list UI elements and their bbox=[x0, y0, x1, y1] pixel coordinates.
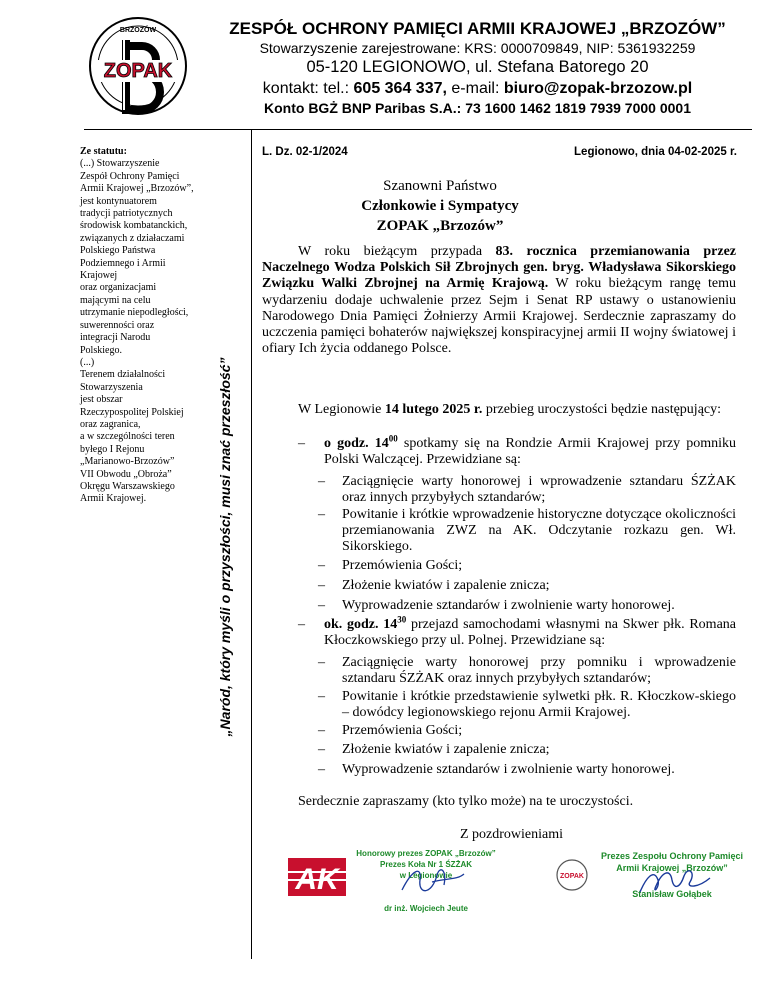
dash-bullet: – bbox=[318, 689, 325, 704]
program-item-text: Przemówienia Gości; bbox=[342, 723, 463, 738]
signatory-title: Armii Krajowej „Brzozów” bbox=[616, 863, 728, 873]
dash-bullet: – bbox=[318, 762, 325, 777]
header-divider bbox=[84, 129, 752, 130]
closing-line: Serdecznie zapraszamy (kto tylko może) na te uroczystości. bbox=[298, 794, 634, 809]
program-item-text: Złożenie kwiatów i zapalenie znicza; bbox=[342, 578, 550, 593]
dash-bullet: – bbox=[318, 598, 325, 613]
paragraph-text: W roku bieżącym przypada bbox=[298, 244, 496, 259]
statute-line: oraz zagranica, bbox=[80, 418, 141, 430]
program-item-text: Zaciągnięcie warty honorowej i wprowadzenie sztandaru ŚZŻAK oraz innych przybyłych sztandarów; bbox=[342, 474, 736, 506]
statute-line: jest kontynuatorem bbox=[80, 195, 157, 207]
program-item bbox=[318, 474, 736, 506]
paragraph-text: W Legionowie bbox=[298, 402, 385, 417]
program-item bbox=[318, 558, 736, 574]
statute-line: Armii Krajowej. bbox=[80, 493, 147, 505]
program-item bbox=[318, 507, 736, 556]
dash-bullet: – bbox=[318, 474, 325, 489]
event-item bbox=[298, 614, 736, 649]
event-description: przejazd samochodami własnymi na Skwer płk. Romana Kłoczkowskiego przy ul. Polnej. Przewidziane są: bbox=[324, 617, 736, 649]
program-item bbox=[318, 655, 736, 687]
letterhead bbox=[200, 18, 755, 118]
armia-krajowa-emblem bbox=[288, 858, 346, 896]
statute-line: a w szczególności teren bbox=[80, 431, 175, 443]
signature-block-left bbox=[352, 848, 500, 914]
statute-line: Polskiego. bbox=[80, 344, 122, 356]
dash-bullet: – bbox=[318, 742, 325, 757]
dash-bullet: – bbox=[298, 617, 305, 632]
registration-info: Stowarzyszenie zarejestrowane: KRS: 0000709849, NIP: 5361932259 bbox=[259, 40, 696, 56]
statute-line: mającymi na celu bbox=[80, 294, 151, 306]
intro-paragraph bbox=[262, 244, 736, 357]
statute-line: Zespół Ochrony Pamięci bbox=[80, 170, 180, 182]
event-time: ok. godz. $14^{30}$ bbox=[324, 614, 407, 632]
contact-line bbox=[200, 78, 755, 99]
zopak-small-logo bbox=[553, 858, 591, 892]
letter-date: Legionowo, dnia 04-02-2025 r. bbox=[574, 146, 737, 158]
statute-line: Okręgu Warszawskiego bbox=[80, 480, 175, 492]
statute-line: (...) Stowarzyszenie bbox=[80, 158, 160, 170]
paragraph-text: przebieg uroczystości będzie następujący: bbox=[482, 402, 722, 417]
ak-letters: AK bbox=[295, 863, 339, 896]
email-prefix: e-mail: bbox=[451, 80, 500, 97]
program-item bbox=[318, 578, 736, 594]
paragraph-emphasis: 83. rocznica przemianowania przez Naczelnego Wodza Polskich Sił Zbrojnych gen. bryg. Władysława Sikorskiego Związku Walki Zbrojnej na Armię Krajową. bbox=[262, 244, 736, 292]
statute-line: środowisk kombatanckich, bbox=[80, 220, 188, 232]
statute-line: jest obszar bbox=[80, 394, 123, 406]
phone-number: 605 364 337, bbox=[353, 80, 447, 97]
salutation-line: ZOPAK „Brzozów” bbox=[376, 218, 504, 234]
salutation-line: Szanowni Państwo bbox=[383, 178, 497, 194]
logo-ring-text: BRZOZÓW bbox=[119, 27, 157, 34]
address: 05-120 LEGIONOWO, ul. Stefana Batorego 20 bbox=[306, 58, 649, 76]
zopak-logo bbox=[86, 14, 190, 126]
signatory-name: Stanisław Gołąbek bbox=[632, 889, 712, 899]
program-item-text: Przemówienia Gości; bbox=[342, 558, 463, 573]
regards: Z pozdrowieniami bbox=[460, 827, 564, 842]
column-divider bbox=[251, 129, 252, 959]
dash-bullet: – bbox=[318, 578, 325, 593]
statute-line: suwerenności oraz bbox=[80, 319, 155, 331]
statute-sidebar bbox=[80, 146, 208, 506]
dash-bullet: – bbox=[318, 655, 325, 670]
statute-line: Polskiego Państwa bbox=[80, 245, 156, 257]
event-time: o godz. $14^{00}$ bbox=[324, 433, 398, 451]
statute-line: byłego I Rejonu bbox=[80, 443, 145, 455]
statute-heading: Ze statutu: bbox=[80, 146, 127, 157]
statute-line: związanych z działaczami bbox=[80, 232, 185, 244]
statute-line: „Marianowo-Brzozów” bbox=[80, 456, 175, 468]
program-item-text: Złożenie kwiatów i zapalenie znicza; bbox=[342, 742, 550, 757]
statute-line: Stowarzyszenia bbox=[80, 381, 143, 393]
program-item bbox=[318, 762, 736, 778]
program-item bbox=[318, 689, 736, 721]
event-item bbox=[298, 433, 737, 468]
dash-bullet: – bbox=[318, 723, 325, 738]
program-item-text: Powitanie i krótkie wprowadzenie historyczne dotyczące okoliczności przemianowania ZWZ na AK. Odczytanie rozkazu gen. Wł. Sikorskiego. bbox=[342, 507, 736, 555]
reference-number: L. Dz. 02-1/2024 bbox=[262, 146, 348, 158]
program-item bbox=[318, 742, 736, 758]
signatory-title: w Legionowie bbox=[399, 871, 453, 880]
paragraph-text: W roku bieżącym rangę temu wydarzeniu dodaje uchwalenie przez Sejm i Senat RP ustawy o ustanowieniu Narodowego Dnia Pamięci Żołnierzy Armii Krajowej. Serdecznie zapraszamy do uczczenia pamięci bohaterów największej konspiracyjnej armii II wojny światowej i ofiary Ich życia oddanego Polsce. bbox=[262, 276, 736, 357]
handwritten-signature bbox=[632, 858, 718, 898]
statute-line: utrzymanie niepodległości, bbox=[80, 307, 189, 319]
motto-text: „Naród, który myśli o przyszłości, musi znać przeszłość” bbox=[217, 357, 233, 737]
signatory-name: dr inż. Wojciech Jeute bbox=[384, 904, 468, 913]
salutation bbox=[315, 176, 565, 236]
statute-line: Terenem działalności bbox=[80, 369, 166, 381]
statute-line: integracji Narodu bbox=[80, 332, 151, 344]
signatory-title: Honorowy prezes ZOPAK „Brzozów” bbox=[356, 849, 496, 858]
program-item-text: Zaciągnięcie warty honorowej przy pomniku i wprowadzenie sztandaru ŚZŻAK oraz innych przybyłych sztandarów; bbox=[342, 655, 736, 687]
statute-line: (...) bbox=[80, 356, 95, 368]
statute-line: tradycji patriotycznych bbox=[80, 208, 173, 220]
email-address[interactable]: biuro@zopak-brzozow.pl bbox=[503, 80, 693, 97]
program-item bbox=[318, 723, 736, 739]
event-date: 14 lutego 2025 r. bbox=[384, 402, 483, 417]
organization-name: ZESPÓŁ OCHRONY PAMIĘCI ARMII KRAJOWEJ „BRZOZÓW” bbox=[229, 19, 726, 38]
bank-account: Konto BGŻ BNP Paribas S.A.: 73 1600 1462 1819 7939 7000 0001 bbox=[264, 100, 691, 116]
dash-bullet: – bbox=[318, 558, 325, 573]
logo-letters: ZOPAK bbox=[103, 60, 173, 82]
salutation-line: Członkowie i Sympatycy bbox=[361, 198, 519, 214]
event-description: spotkamy się na Rondzie Armii Krajowej przy pomniku Polski Walczącej. Przewidziane są: bbox=[324, 436, 737, 468]
small-logo-letters: ZOPAK bbox=[560, 873, 584, 880]
handwritten-signature bbox=[392, 860, 472, 900]
dash-bullet: – bbox=[298, 436, 305, 451]
signatory-title: Prezes Zespołu Ochrony Pamięci bbox=[600, 851, 744, 861]
statute-line: oraz organizacjami bbox=[80, 282, 157, 294]
signatory-title: Prezes Koła Nr 1 ŚZŻAK bbox=[379, 860, 473, 869]
statute-line: Armii Krajowej „Brzozów”, bbox=[80, 183, 194, 195]
statute-line: Rzeczypospolitej Polskiej bbox=[80, 406, 184, 418]
program-item-text: Wyprowadzenie sztandarów i zwolnienie warty honorowej. bbox=[342, 762, 675, 777]
contact-prefix: kontakt: tel.: bbox=[262, 80, 350, 97]
signature-block-right bbox=[592, 850, 752, 900]
program-item-text: Wyprowadzenie sztandarów i zwolnienie warty honorowej. bbox=[342, 598, 675, 613]
schedule-intro bbox=[262, 402, 736, 418]
dash-bullet: – bbox=[318, 507, 325, 522]
statute-line: VII Obwodu „Obroża” bbox=[80, 468, 172, 480]
statute-line: Krajowej bbox=[80, 270, 118, 282]
statute-line: Podziemnego i Armii bbox=[80, 257, 166, 269]
program-item-text: Powitanie i krótkie przedstawienie sylwetki płk. R. Kłoczkow-skiego – dowódcy legionowskiego rejonu Armii Krajowej. bbox=[342, 689, 736, 721]
program-item bbox=[318, 598, 736, 614]
